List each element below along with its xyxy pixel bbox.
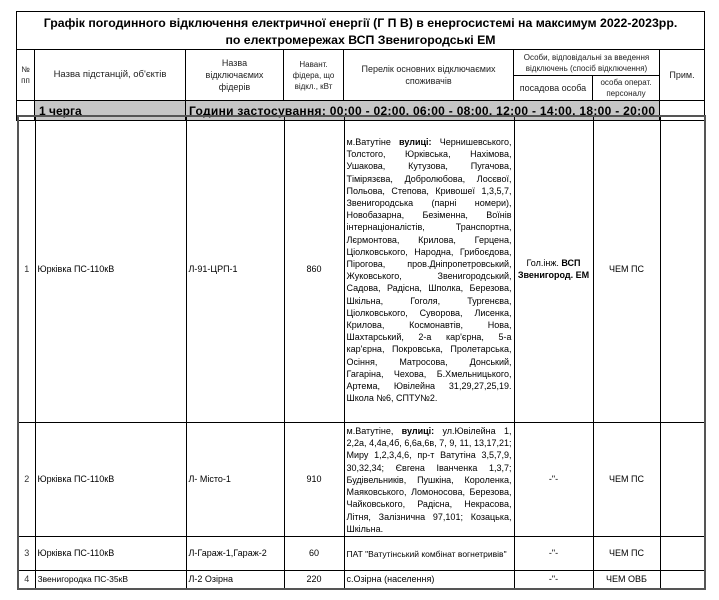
- header-num: № пп: [17, 50, 35, 101]
- feeder-load: 220: [284, 570, 344, 589]
- feeder-name: Л-Гараж-1,Гараж-2: [186, 536, 284, 570]
- row-num: 4: [18, 570, 35, 589]
- official-person: [514, 116, 593, 422]
- header-consumers: Перелік основних відключаємих споживачів: [344, 50, 514, 101]
- substation-name: Юрківка ПС-110кВ: [35, 536, 186, 570]
- table-row: [18, 116, 705, 422]
- feeder-load: 860: [284, 116, 344, 422]
- substation-name: Звенигородка ПС-35кВ: [35, 570, 186, 589]
- header-operator: особа операт. персоналу: [593, 76, 660, 101]
- row-num: 1: [18, 116, 35, 422]
- schedule-header-table: [16, 11, 705, 121]
- title-line-1: Графік погодинного відключення електричної енергії (Г П В) в енергосистемі на максимум 2022-2023рр.: [43, 16, 678, 30]
- official-person: -"-: [514, 536, 593, 570]
- consumers-list: ПАТ "Ватутінський комбінат вогнетривів": [344, 536, 514, 570]
- consumers-text: ул.Ювілейна 1, 2,2а, 4,4а,4б, 6,6а,6в, 7, 9, 11, 13,17,21; Миру 1,2,3,4,6, пр-т Ватутіна 3,5,7,9, 30,32,34; Євгена Іванченка 1,3,7; Будівельників, Пушкіна, Короленка, Маяковського, Ломоносова, Березова, Чайковського, Радісна, Некрасова, Літня, Залізнична 97,101; Козацька, Шкільна.: [346, 426, 512, 534]
- substation-name: Юрківка ПС-110кВ: [35, 116, 186, 422]
- official-org: ВСП Звенигород. ЕМ: [517, 258, 590, 281]
- schedule-body-table: [17, 115, 706, 590]
- header-feeder-load: Навант. фідера, що відкл., кВт: [284, 50, 344, 101]
- consumers-city: м.Ватутіне,: [346, 426, 402, 437]
- consumers-text: Чернишевського, Толстого, Юрківська, Нахімова, Ушакова, Кутузова, Пугачова, Тімірязєва, Добролюбова, Лосєвої, Польова, Степова, Кривошеї 1,3,5,7, Звенигородська (парні номери), Новобазарна, Безіменна, Воїнів інтернаціоналістів, Транспортна, Лєрмонтова, Крилова, Герцена, Ціолковського, Народна, Грибоєдова, Пірогова, пров.Дніпропетровський, Жуковського, Звенигородський, Садова, Радісна, Шполка, Березова, Шкільна, Гоголя, Тургенєва, Ціолковського, Суворова, Лисенка, Крилова, Космонавтів, Нова, Шахтарський, 2-а кар'єрна, 5-а кар'єрна, Покровська, Пролетарська, Осіння, Матросова, Донський, Гагаріна, Чехова, Б.Хмельницького, Артема, Ювілейна 31,29,27,25,19. Школа №6, СПТУ№2.: [346, 137, 512, 404]
- operator-person: ЧЕМ ПС: [593, 422, 660, 536]
- note-cell: [660, 570, 705, 589]
- consumers-list: [344, 422, 514, 536]
- substation-name: Юрківка ПС-110кВ: [35, 422, 186, 536]
- feeder-load: 60: [284, 536, 344, 570]
- feeder-name: Л- Місто-1: [186, 422, 284, 536]
- consumers-list: с.Озірна (населення): [344, 570, 514, 589]
- consumers-list: [344, 116, 514, 422]
- note-cell: [660, 536, 705, 570]
- feeder-name: Л-2 Озірна: [186, 570, 284, 589]
- row-num: 2: [18, 422, 35, 536]
- operator-person: ЧЕМ ПС: [593, 536, 660, 570]
- document-title: [17, 12, 705, 50]
- note-cell: [660, 422, 705, 536]
- consumers-streets-label: вулиці:: [401, 426, 435, 437]
- table-row: [18, 536, 705, 570]
- header-note: Прим.: [660, 50, 705, 101]
- table-row: [18, 422, 705, 536]
- header-feeder-name: Назва відключаємих фідерів: [186, 50, 284, 101]
- official-title: Гол.інж.: [526, 258, 562, 269]
- feeder-name: Л-91-ЦРП-1: [186, 116, 284, 422]
- row-num: 3: [18, 536, 35, 570]
- consumers-streets-label: вулиці:: [399, 137, 432, 148]
- table-row: [18, 570, 705, 589]
- consumers-city: м.Ватутіне: [346, 137, 400, 148]
- header-responsible-persons: Особи, відповідальні за введення відключень (спосіб відключення): [514, 50, 660, 76]
- queue-label: 1 черга: [35, 101, 186, 121]
- note-cell: [660, 116, 705, 422]
- title-line-2: по електромережах ВСП Звенигородські ЕМ: [225, 33, 496, 47]
- official-person: -"-: [514, 422, 593, 536]
- header-official: посадова особа: [514, 76, 593, 101]
- feeder-load: 910: [284, 422, 344, 536]
- official-person: -"-: [514, 570, 593, 589]
- operator-person: ЧЕМ ОВБ: [593, 570, 660, 589]
- header-substation-name: Назва підстанцій, об'єктів: [35, 50, 186, 101]
- queue-hours: Години застосування: 00:00 - 02:00, 06:00 - 08:00, 12:00 - 14:00, 18:00 - 20:00: [186, 101, 660, 121]
- operator-person: ЧЕМ ПС: [593, 116, 660, 422]
